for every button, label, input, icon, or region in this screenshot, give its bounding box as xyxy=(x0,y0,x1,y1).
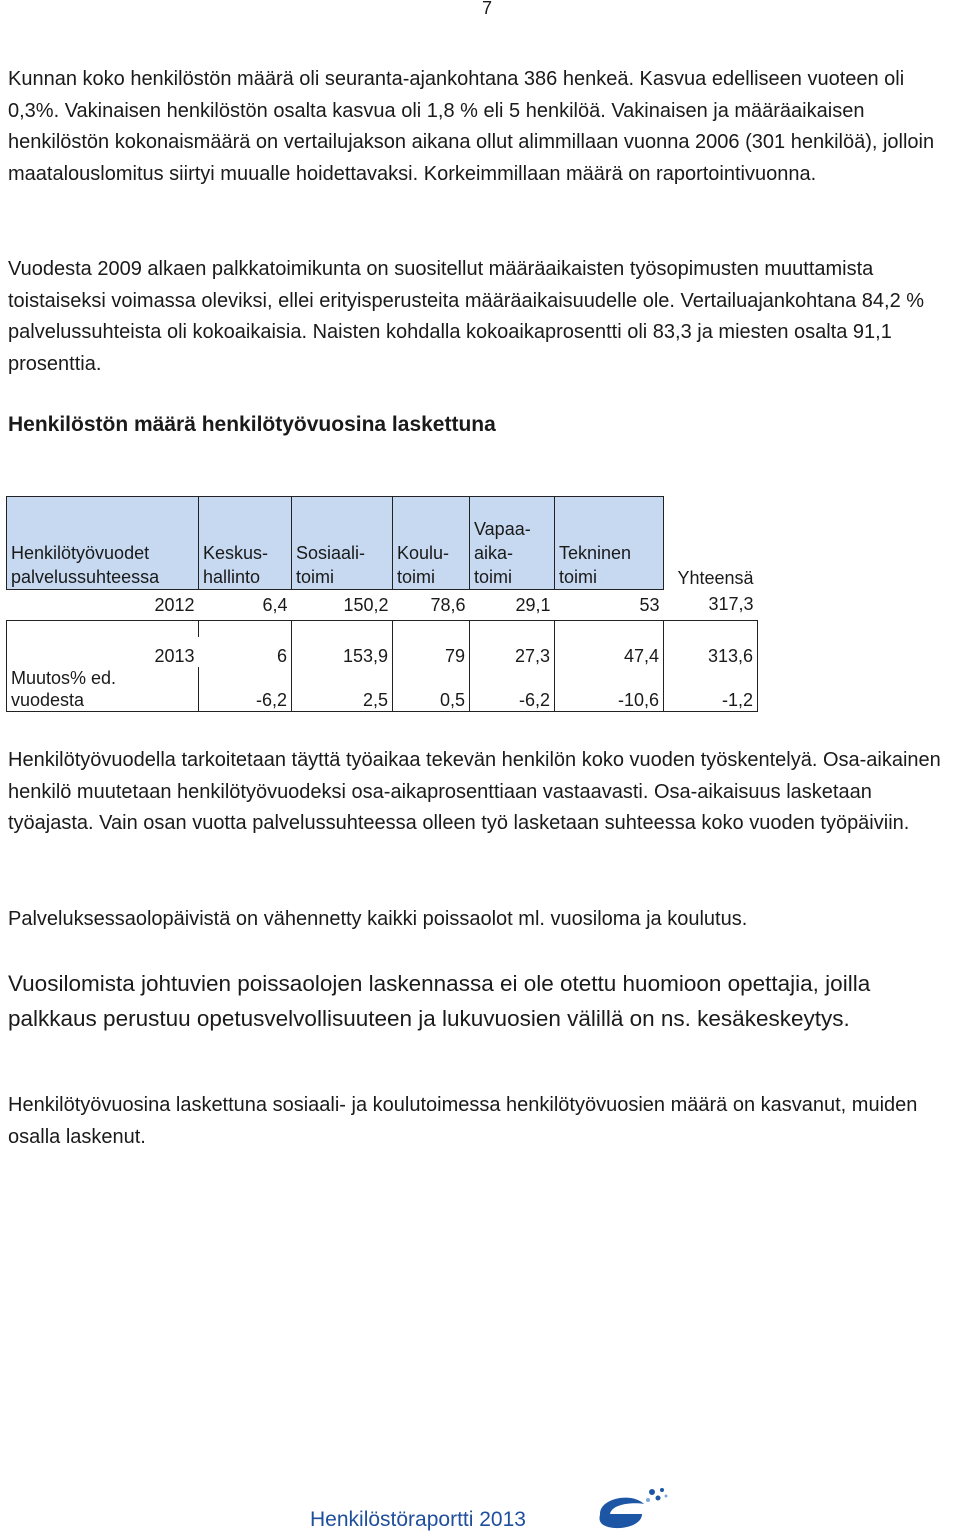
table-cell: 0,5 xyxy=(393,667,470,712)
table-cell: 47,4 xyxy=(555,637,664,667)
table-cell: 313,6 xyxy=(664,637,758,667)
table-cell: 78,6 xyxy=(430,594,466,615)
intro-paragraph: Kunnan koko henkilöstön määrä oli seuranta-ajankohtana 386 henkeä. Kasvua edelliseen vuoteen oli 0,3%. Vakinaisen henkilöstön osalta kasvua oli 1,8 % eli 5 henkilöä. Vakinaisen ja määräaikaisen henkilöstön kokonaismäärä on vertailujakson aikana ollut alimmillaan vuonna 2006 (301 henkilöä), jolloin maatalouslomitus siirtyi muualle hoidettavaksi. Korkeimmillaan määrä on raportointivuonna. xyxy=(8,68,935,185)
table-cell: -1,2 xyxy=(664,667,758,712)
table-cell: 79 xyxy=(393,637,470,667)
table-cell: 53 xyxy=(639,594,660,615)
table-cell: 6 xyxy=(199,637,292,667)
summary-paragraph: Henkilötyövuosina laskettuna sosiaali- ja koulutoimessa henkilötyövuosien määrä on kasvanut, muiden osalla laskenut. xyxy=(8,1094,918,1148)
table-cell: -10,6 xyxy=(555,667,664,712)
table-cell: 150,2 xyxy=(343,594,389,615)
table-cell: -6,2 xyxy=(199,667,292,712)
header-cell-vapaa-aikatoimi: Vapaa- aika- toimi xyxy=(470,497,555,590)
footer-title: Henkilöstöraportti 2013 xyxy=(310,1508,526,1531)
section-heading: Henkilöstön määrä henkilötyövuosina laskettuna xyxy=(8,413,496,436)
row-label: 2013 xyxy=(7,637,199,667)
table-cell: 29,1 xyxy=(515,594,551,615)
table-cell: -6,2 xyxy=(470,667,555,712)
table-cell: 6,4 xyxy=(262,594,288,615)
header-cell-koulutoimi: Koulu- toimi xyxy=(393,497,470,590)
table-cell: 153,9 xyxy=(292,637,393,667)
header-cell-keskushallinto: Keskus- hallinto xyxy=(199,497,292,590)
table-row-change xyxy=(7,667,758,712)
table-cell: 317,3 xyxy=(708,594,754,615)
table-gap-row xyxy=(7,621,758,638)
table-cell: 27,3 xyxy=(470,637,555,667)
contract-paragraph: Vuodesta 2009 alkaen palkkatoimikunta on suositellut määräaikaisten työsopimusten muuttamista toistaiseksi voimassa oleviksi, ellei erityisperusteita määräaikaisuudelle ole. Vertailuajankohtana 84,2 % palvelussuhteista oli kokoaikaisia. Naisten kohdalla kokoaikaprosentti oli 83,3 ja miesten osalta 91,1 prosenttia. xyxy=(8,258,925,375)
row-label: Muutos% ed. vuodesta xyxy=(7,667,199,712)
row-label: 2012 xyxy=(154,594,195,615)
teachers-paragraph: Vuosilomista johtuvien poissaolojen laskennassa ei ole otettu huomioon opettajia, joilla palkkaus perustuu opetusvelvollisuuteen ja lukuvuosien välillä on ns. kesäkeskeytys. xyxy=(8,971,871,1031)
header-cell-yhteensa: Yhteensä xyxy=(664,497,758,590)
absence-paragraph: Palveluksessaolopäivistä on vähennetty kaikki poissaolot ml. vuosiloma ja koulutus. xyxy=(8,908,748,930)
staff-table xyxy=(6,496,758,712)
definition-paragraph: Henkilötyövuodella tarkoitetaan täyttä työaikaa tekevän henkilön koko vuoden työskentelyä. Osa-aikainen henkilö muutetaan henkilötyövuodeksi osa-aikaprosenttiaan vastaavasti. Osa-aikaisuus lasketaan työajasta. Vain osan vuotta palvelussuhteessa olleen työ lasketaan suhteessa koko vuoden työpäiviin. xyxy=(8,749,941,834)
table-header-row xyxy=(7,497,758,590)
page-number: 7 xyxy=(482,0,493,18)
header-cell-tekninen-toimi: Tekninen toimi xyxy=(555,497,664,590)
table-row xyxy=(7,590,758,621)
table-cell: 2,5 xyxy=(292,667,393,712)
header-cell-sosiaalitoimi: Sosiaali- toimi xyxy=(292,497,393,590)
e-logo-icon xyxy=(592,1484,672,1534)
header-cell-label: Henkilötyövuodet palvelussuhteessa xyxy=(7,497,199,590)
table-row xyxy=(7,637,758,667)
